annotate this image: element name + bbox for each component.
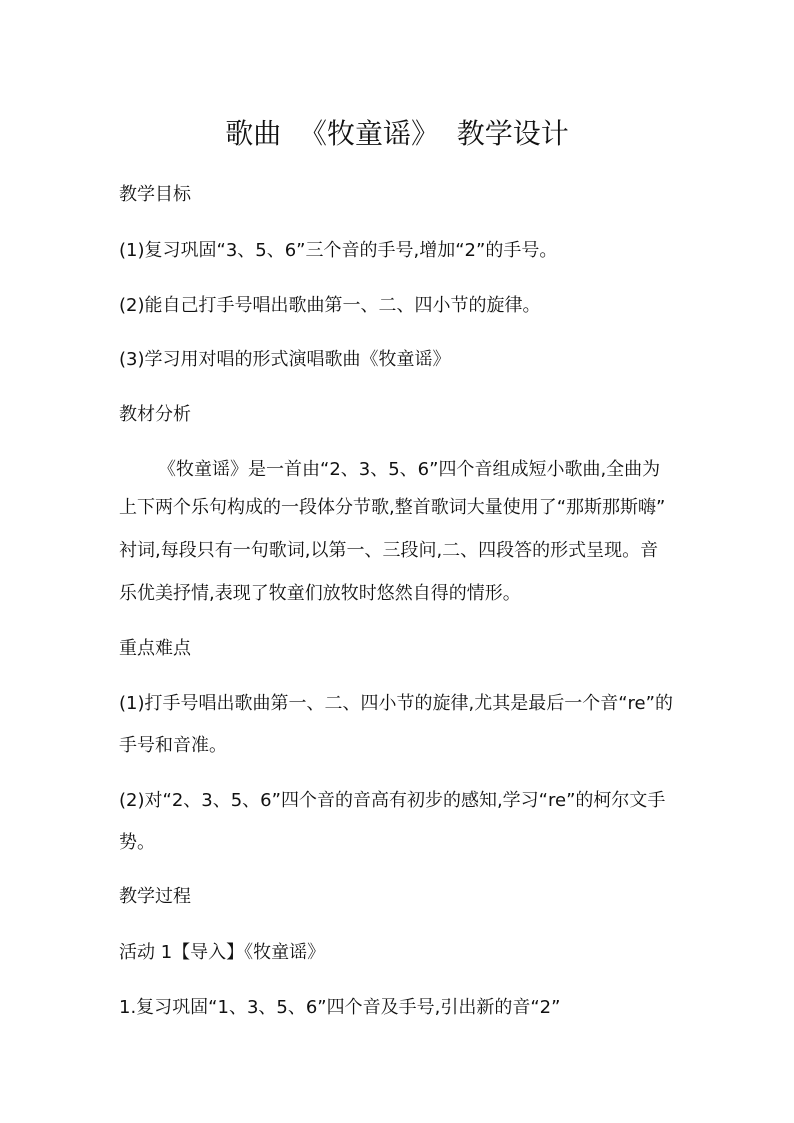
goal-item-2: (2)能自己打手号唱出歌曲第一、二、四小节的旋律。 — [119, 295, 541, 316]
analysis-paragraph-line-3: 衬词,每段只有一句歌词,以第一、三段问,二、四段答的形式呈现。音 — [119, 540, 659, 561]
difficulty-item-1-line-1: (1)打手号唱出歌曲第一、二、四小节的旋律,尤其是最后一个音“re”的 — [119, 693, 673, 714]
analysis-paragraph-line-1: 《牧童谣》是一首由“2、3、5、6”四个音组成短小歌曲,全曲为 — [158, 459, 661, 480]
goals-heading: 教学目标 — [119, 184, 191, 205]
step-item-1: 1.复习巩固“1、3、5、6”四个音及手号,引出新的音“2” — [119, 997, 561, 1018]
analysis-heading: 教材分析 — [119, 404, 191, 425]
difficulty-item-2-line-1: (2)对“2、3、5、6”四个音的音高有初步的感知,学习“re”的柯尔文手 — [119, 790, 666, 811]
activity-heading: 活动 1【导入】《牧童谣》 — [119, 942, 326, 963]
goal-item-1: (1)复习巩固“3、5、6”三个音的手号,增加“2”的手号。 — [119, 240, 558, 261]
analysis-paragraph-line-4: 乐优美抒情,表现了牧童们放牧时悠然自得的情形。 — [119, 583, 521, 604]
difficulty-heading: 重点难点 — [119, 638, 191, 659]
document-title: 歌曲 《牧童谣》 教学设计 — [225, 117, 569, 150]
process-heading: 教学过程 — [119, 886, 191, 907]
difficulty-item-2-line-2: 势。 — [119, 832, 155, 853]
goal-item-3: (3)学习用对唱的形式演唱歌曲《牧童谣》 — [119, 349, 451, 370]
analysis-paragraph-line-2: 上下两个乐句构成的一段体分节歌,整首歌词大量使用了“那斯那斯嗨” — [119, 497, 666, 518]
difficulty-item-1-line-2: 手号和音准。 — [119, 735, 227, 756]
